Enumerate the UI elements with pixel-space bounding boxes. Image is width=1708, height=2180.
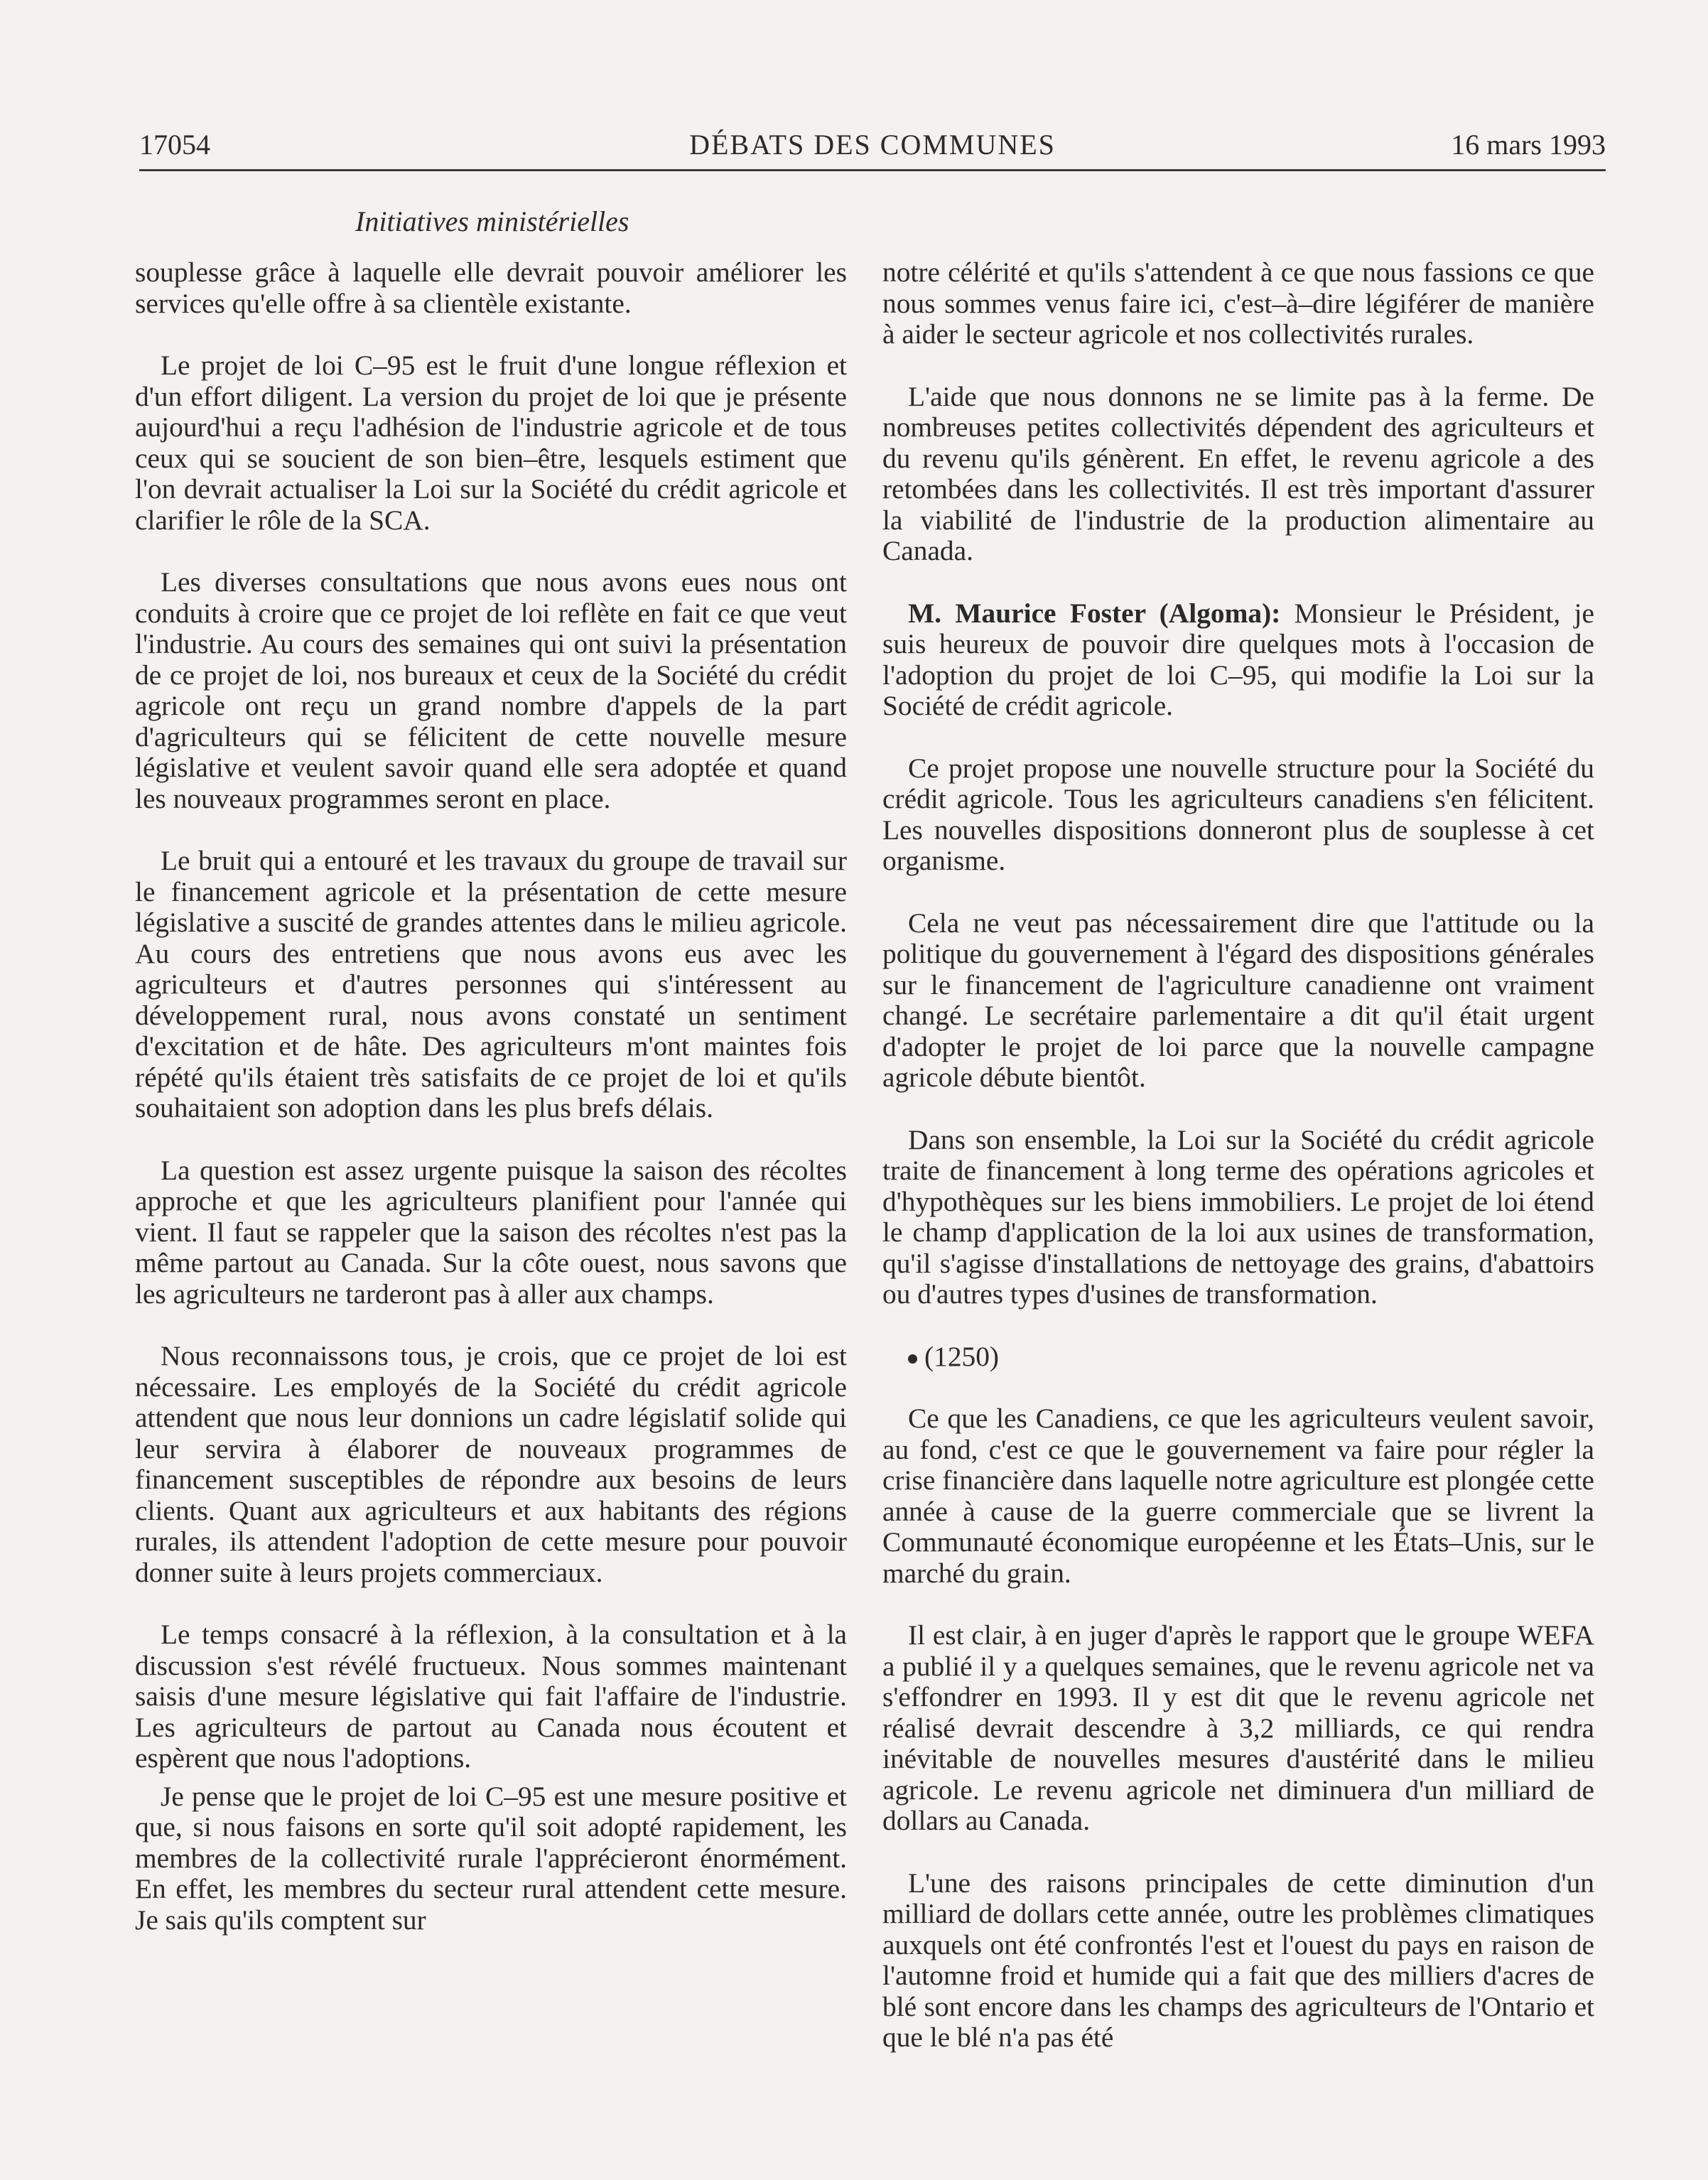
paragraph: La question est assez urgente puisque la saison des récoltes approche et que les agriculteurs planifient pour l'année qui vient. Il faut se rappeler que la saison des récoltes n'est pas la même partout au Canada. Sur la côte ouest, nous savons que les agriculteurs ne tarderont pas à aller aux champs.	[135, 1154, 847, 1310]
paragraph: Je pense que le projet de loi C–95 est une mesure positive et que, si nous faisons en sorte qu'il soit adopté rapidement, les membres de la collectivité rurale l'apprécieront énormément. En effet, les membres du secteur rural attendent cette mesure. Je sais qu'ils comptent sur	[135, 1780, 847, 1936]
paragraph: Dans son ensemble, la Loi sur la Société du crédit agricole traite de financement à long terme des opérations agricoles et d'hypothèques sur les biens immobiliers. Le projet de loi étend le champ d'application de la loi aux usines de transformation, qu'il s'agisse d'installations de nettoyage des grains, d'abattoirs ou d'autres types d'usines de transformation.	[882, 1123, 1594, 1310]
left-column	[135, 257, 847, 1967]
paragraph: L'aide que nous donnons ne se limite pas à la ferme. De nombreuses petites collectivités dépendent des agriculteurs et du revenu qu'ils génèrent. En effet, le revenu agricole a des retombées dans les collectivités. Il est très important d'assurer la viabilité de l'industrie de la production alimentaire au Canada.	[882, 380, 1594, 566]
bullet-icon	[908, 1354, 917, 1364]
paragraph: L'une des raisons principales de cette diminution d'un milliard de dollars cette année, outre les problèmes climatiques auxquels ont été confrontés l'est et l'ouest du pays en raison de l'automne froid et humide qui a fait que des milliers d'acres de blé sont encore dans les champs des agriculteurs de l'Ontario et que le blé n'a pas été	[882, 1867, 1594, 2053]
paragraph: notre célérité et qu'ils s'attendent à ce que nous fassions ce que nous sommes venus faire ici, c'est–à–dire légiférer de manière à aider le secteur agricole et nos collectivités rurales.	[882, 257, 1594, 350]
paragraph: souplesse grâce à laquelle elle devrait pouvoir améliorer les services qu'elle offre à sa clientèle existante.	[135, 257, 847, 319]
section-label: Initiatives ministérielles	[355, 205, 629, 237]
speaker-name: M. Maurice Foster (Algoma):	[908, 597, 1281, 629]
paragraph: Ce projet propose une nouvelle structure pour la Société du crédit agricole. Tous les agriculteurs canadiens s'en félicitent. Les nouvelles dispositions donneront plus de souplesse à cet organisme.	[882, 752, 1594, 876]
speaker-text: Monsieur le Président, je suis heureux de pouvoir dire quelques mots à l'occasion de l'adoption du projet de loi C–95, qui modifie la Loi sur la Société de crédit agricole.	[882, 597, 1594, 721]
journal-title: DÉBATS DES COMMUNES	[689, 129, 1056, 161]
speaker-paragraph	[882, 598, 1594, 722]
page-header	[139, 126, 1606, 169]
time-marker-text: (1250)	[924, 1340, 1000, 1372]
paragraph: Ce que les Canadiens, ce que les agriculteurs veulent savoir, au fond, c'est ce que le gouvernement va faire pour régler la crise financière dans laquelle notre agriculture est plongée cette année à cause de la guerre commerciale que se livrent la Communauté économique européenne et les États–Unis, sur le marché du grain.	[882, 1403, 1594, 1589]
header-date: 16 mars 1993	[1451, 129, 1606, 161]
paragraph: Le bruit qui a entouré et les travaux du groupe de travail sur le financement agricole et la présentation de cette mesure législative a suscité de grandes attentes dans le milieu agricole. Au cours des entretiens que nous avons eus avec les agriculteurs et d'autres personnes qui s'intéressent au développement rural, nous avons constaté un sentiment d'excitation et de hâte. Des agriculteurs m'ont maintes fois répété qu'ils étaient très satisfaits de ce projet de loi et qu'ils souhaitaient son adoption dans les plus brefs délais.	[135, 845, 847, 1123]
time-marker	[882, 1342, 1594, 1373]
paragraph: Le projet de loi C–95 est le fruit d'une longue réflexion et d'un effort diligent. La version du projet de loi que je présente aujourd'hui a reçu l'adhésion de l'industrie agricole et de tous ceux qui se soucient de son bien–être, lesquels estiment que l'on devrait actualiser la Loi sur la Société du crédit agricole et clarifier le rôle de la SCA.	[135, 350, 847, 536]
paragraph: Les diverses consultations que nous avons eues nous ont conduits à croire que ce projet de loi reflète en fait ce que veut l'industrie. Au cours des semaines qui ont suivi la présentation de ce projet de loi, nos bureaux et ceux de la Société du crédit agricole ont reçu un grand nombre d'appels de la part d'agriculteurs qui se félicitent de cette nouvelle mesure législative et veulent savoir quand elle sera adoptée et quand les nouveaux programmes seront en place.	[135, 566, 847, 814]
paragraph: Nous reconnaissons tous, je crois, que ce projet de loi est nécessaire. Les employés de la Société du crédit agricole attendent que nous leur donnions un cadre législatif solide qui leur servira à élaborer de nouveaux programmes de financement susceptibles de répondre aux besoins de leurs clients. Quant aux agriculteurs et aux habitants des régions rurales, ils attendent l'adoption de cette mesure pour pouvoir donner suite à leurs projets commerciaux.	[135, 1340, 847, 1588]
paragraph: Cela ne veut pas nécessairement dire que l'attitude ou la politique du gouvernement à l'égard des dispositions générales sur le financement de l'agriculture canadienne ont vraiment changé. Le secrétaire parlementaire a dit qu'il était urgent d'adopter le projet de loi parce que la nouvelle campagne agricole débute bientôt.	[882, 907, 1594, 1093]
page-number: 17054	[139, 129, 210, 161]
paragraph: Il est clair, à en juger d'après le rapport que le groupe WEFA a publié il y a quelques semaines, que le revenu agricole net va s'effondrer en 1993. Il y est dit que le revenu agricole net réalisé devrait descendre à 3,2 milliards, ce qui rendra inévitable de nouvelles mesures d'austérité dans le milieu agricole. Le revenu agricole net diminuera d'un milliard de dollars au Canada.	[882, 1619, 1594, 1836]
paragraph: Le temps consacré à la réflexion, à la consultation et à la discussion s'est révélé fructueux. Nous sommes maintenant saisis d'une mesure législative qui fait l'affaire de l'industrie. Les agriculteurs de partout au Canada nous écoutent et espèrent que nous l'adoptions.	[135, 1619, 847, 1774]
right-column	[882, 257, 1594, 2085]
header-rule	[139, 169, 1606, 171]
